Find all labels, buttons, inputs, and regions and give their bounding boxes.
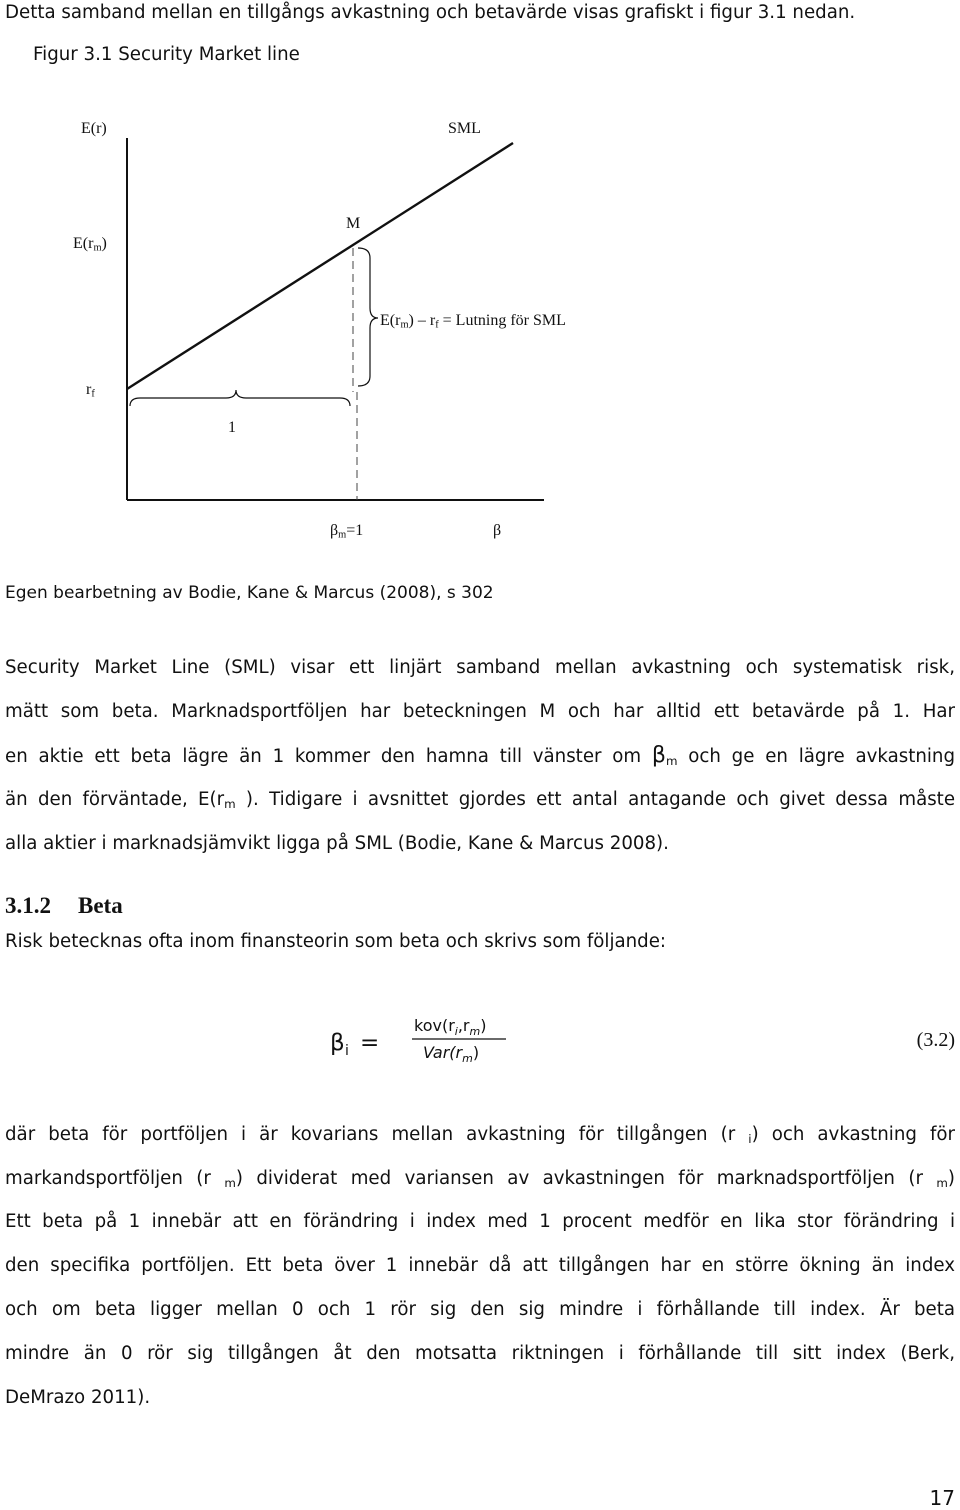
paragraph1-line: än den förväntade, $E(r_m$ ). Tidigare i avsnittet gjordes ett antal antagande och givet dessa måste xyxy=(5,789,956,811)
paragraph2-line: och om beta ligger mellan 0 och 1 rör sig den sig mindre i förhållande till index. Är beta xyxy=(5,1299,955,1320)
section-intro: Risk betecknas ofta inom finansteorin som beta och skrivs som följande: xyxy=(5,931,667,952)
paragraph2-line: mindre än 0 rör sig tillgången åt den motsatta riktningen i förhållande till sitt index (Berk, xyxy=(5,1343,955,1364)
paragraph2-line: markandsportföljen (r $_m$) dividerat med variansen av avkastningen för marknadsportföljen (r $_m$) xyxy=(5,1168,956,1190)
paragraph1-line: alla aktier i marknadsjämvikt ligga på SML (Bodie, Kane & Marcus 2008). xyxy=(5,833,669,854)
paragraph2-line: den specifika portföljen. Ett beta över 1 innebär då att tillgången har en större ökning än index xyxy=(5,1255,955,1276)
paragraph2-line: DeMrazo 2011). xyxy=(5,1387,151,1408)
slope-label: $E(r_m) - r_f$ = Lutning för SML xyxy=(380,312,566,331)
sml-figure xyxy=(0,0,960,560)
formula-lhs: β xyxy=(330,1030,345,1056)
beta-m-label: $\beta_m=1$ xyxy=(330,522,364,541)
formula-number: (3.2) xyxy=(916,1029,955,1051)
paragraph2-line: Ett beta på 1 innebär att en förändring i index med 1 procent medför en lika stor förändring i xyxy=(5,1211,955,1232)
paragraph2-line: där beta för portföljen i är kovarians mellan avkastning för tillgången (r $_i$) och avkastning för xyxy=(5,1124,955,1146)
sml-label: SML xyxy=(448,120,481,137)
run-one-label: 1 xyxy=(228,419,236,436)
y-axis-label: E(r) xyxy=(81,120,107,137)
point-m-label: M xyxy=(346,215,361,232)
formula-denominator: $Var(r_m)$ xyxy=(423,1043,480,1065)
figure-caption: Figur 3.1 Security Market line xyxy=(33,44,300,65)
page-number: 17 xyxy=(929,1486,955,1510)
formula-numerator: $kov(r_i,r_m)$ xyxy=(414,1016,487,1038)
expected-market-return-label: $E(r_m)$ xyxy=(73,235,107,254)
run-brace xyxy=(130,390,350,406)
formula-lhs-sub: i xyxy=(345,1043,349,1059)
paragraph1-line: en aktie ett beta lägre än 1 kommer den hamna till vänster om $\beta_m$ och ge en lägre avkastning xyxy=(5,743,956,768)
risk-free-rate-label: $r_f$ xyxy=(86,381,95,400)
paragraph1-line: mätt som beta. Marknadsportföljen har beteckningen M och har alltid ett betavärde på 1. Har xyxy=(5,701,955,722)
sml-line xyxy=(127,143,513,389)
beta-axis-label: β xyxy=(493,522,502,539)
rise-brace xyxy=(358,248,378,386)
source-note: Egen bearbetning av Bodie, Kane & Marcus (2008), s 302 xyxy=(5,583,494,603)
formula-equals: = xyxy=(360,1030,380,1056)
intro-line: Detta samband mellan en tillgångs avkastning och betavärde visas grafiskt i figur 3.1 nedan. xyxy=(5,2,856,23)
paragraph1-line: Security Market Line (SML) visar ett linjärt samband mellan avkastning och systematisk risk, xyxy=(5,657,955,678)
section-heading: 3.1.2 Beta xyxy=(5,893,123,918)
